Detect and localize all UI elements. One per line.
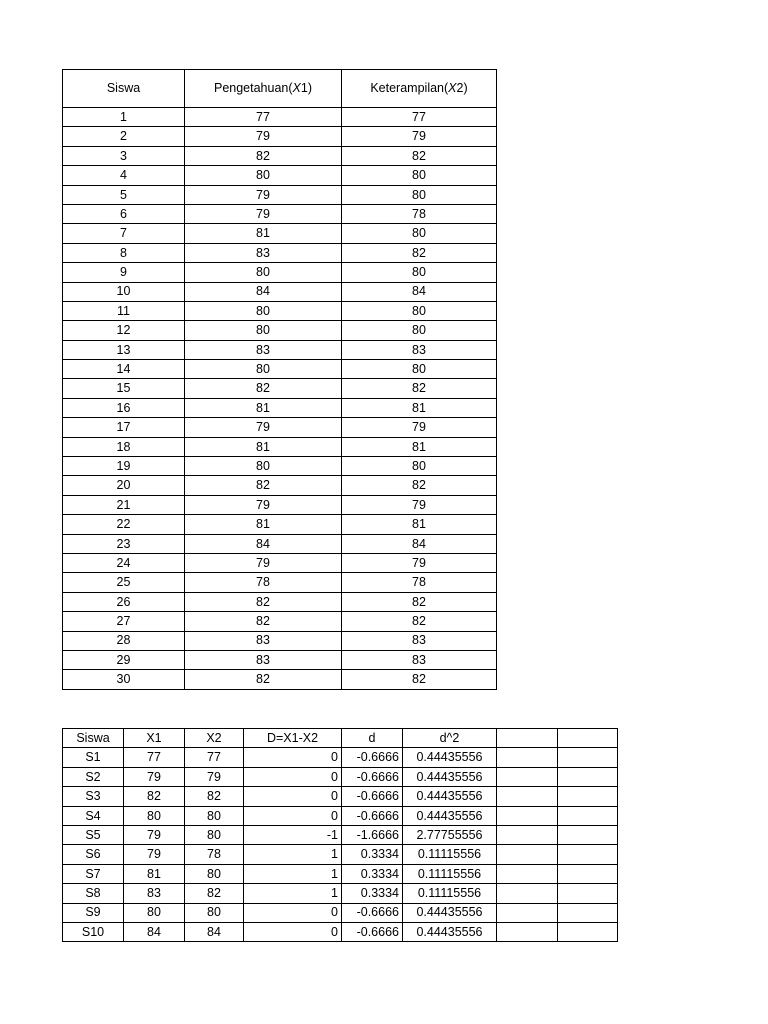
table-row — [63, 146, 497, 165]
cell-keterampilan[interactable]: 83 — [342, 631, 497, 650]
cell-siswa[interactable]: 15 — [63, 379, 185, 398]
cell-pengetahuan[interactable]: 78 — [185, 573, 342, 592]
cell-empty-2[interactable] — [558, 922, 618, 941]
cell-keterampilan[interactable]: 83 — [342, 340, 497, 359]
cell-siswa[interactable]: 25 — [63, 573, 185, 592]
header-empty-1[interactable] — [497, 729, 558, 748]
cell-keterampilan[interactable]: 79 — [342, 418, 497, 437]
cell-d[interactable]: -0.6666 — [342, 922, 403, 941]
table-row — [63, 592, 497, 611]
cell-empty-1[interactable] — [497, 767, 558, 786]
table-row — [63, 457, 497, 476]
cell-siswa[interactable]: 6 — [63, 204, 185, 223]
cell-d-squared[interactable]: 0.11115556 — [403, 845, 497, 864]
cell-keterampilan[interactable]: 79 — [342, 495, 497, 514]
header-keterampilan-prefix: Keterampilan( — [370, 81, 449, 96]
cell-d-squared[interactable]: 0.44435556 — [403, 806, 497, 825]
cell-keterampilan[interactable]: 78 — [342, 573, 497, 592]
cell-d[interactable]: 0.3334 — [342, 864, 403, 883]
header-empty-2[interactable] — [558, 729, 618, 748]
cell-siswa[interactable]: 28 — [63, 631, 185, 650]
cell-siswa[interactable]: S6 — [63, 845, 124, 864]
header-pengetahuan-prefix: Pengetahuan( — [213, 81, 293, 96]
cell-pengetahuan[interactable]: 79 — [185, 418, 342, 437]
cell-keterampilan[interactable]: 83 — [342, 650, 497, 669]
table-row — [63, 806, 618, 825]
table-row — [63, 631, 497, 650]
cell-siswa[interactable]: 20 — [63, 476, 185, 495]
cell-siswa[interactable]: 23 — [63, 534, 185, 553]
cell-siswa[interactable]: 17 — [63, 418, 185, 437]
cell-siswa[interactable]: 11 — [63, 301, 185, 320]
table-header-row — [63, 70, 497, 108]
cell-empty-1[interactable] — [497, 806, 558, 825]
table-row — [63, 398, 497, 417]
table-row — [63, 476, 497, 495]
header-d-squared[interactable]: d^2 — [403, 729, 497, 748]
cell-keterampilan[interactable]: 80 — [342, 224, 497, 243]
cell-siswa[interactable]: 10 — [63, 282, 185, 301]
cell-x2[interactable]: 79 — [185, 767, 244, 786]
cell-keterampilan[interactable]: 82 — [342, 612, 497, 631]
table-row — [63, 282, 497, 301]
cell-x2[interactable]: 80 — [185, 825, 244, 844]
cell-difference[interactable]: 1 — [244, 884, 342, 903]
cell-siswa[interactable]: S4 — [63, 806, 124, 825]
cell-keterampilan[interactable]: 79 — [342, 127, 497, 146]
table-row — [63, 612, 497, 631]
cell-d[interactable]: -0.6666 — [342, 903, 403, 922]
cell-x1[interactable]: 84 — [124, 922, 185, 941]
header-pengetahuan[interactable] — [185, 70, 342, 108]
cell-d-squared[interactable]: 0.44435556 — [403, 787, 497, 806]
cell-siswa[interactable]: 29 — [63, 650, 185, 669]
cell-pengetahuan[interactable]: 80 — [185, 321, 342, 340]
cell-siswa[interactable]: 7 — [63, 224, 185, 243]
table-row — [63, 301, 497, 320]
cell-keterampilan[interactable]: 81 — [342, 515, 497, 534]
student-scores-table — [62, 69, 497, 690]
cell-x2[interactable]: 80 — [185, 903, 244, 922]
cell-d[interactable]: 0.3334 — [342, 884, 403, 903]
table-row — [63, 495, 497, 514]
cell-pengetahuan[interactable]: 79 — [185, 185, 342, 204]
cell-keterampilan[interactable]: 82 — [342, 146, 497, 165]
header-d-x1-x2[interactable]: D=X1-X2 — [244, 729, 342, 748]
cell-keterampilan[interactable]: 81 — [342, 398, 497, 417]
header-pengetahuan-suffix: 1) — [300, 81, 312, 96]
cell-siswa[interactable]: 8 — [63, 243, 185, 262]
cell-d[interactable]: 0.3334 — [342, 845, 403, 864]
cell-x1[interactable]: 80 — [124, 806, 185, 825]
cell-d-squared[interactable]: 0.11115556 — [403, 884, 497, 903]
table-row — [63, 825, 618, 844]
table-row — [63, 321, 497, 340]
cell-d[interactable]: -0.6666 — [342, 806, 403, 825]
table-row — [63, 534, 497, 553]
cell-pengetahuan[interactable]: 82 — [185, 670, 342, 689]
table-row — [63, 379, 497, 398]
header-siswa[interactable]: Siswa — [63, 729, 124, 748]
cell-pengetahuan[interactable]: 82 — [185, 476, 342, 495]
cell-x1[interactable]: 79 — [124, 845, 185, 864]
cell-siswa[interactable]: S1 — [63, 748, 124, 767]
cell-keterampilan[interactable]: 82 — [342, 476, 497, 495]
table-row — [63, 418, 497, 437]
cell-x1[interactable]: 83 — [124, 884, 185, 903]
cell-d[interactable]: -0.6666 — [342, 748, 403, 767]
cell-keterampilan[interactable]: 82 — [342, 243, 497, 262]
cell-siswa[interactable]: S8 — [63, 884, 124, 903]
cell-difference[interactable]: 0 — [244, 903, 342, 922]
cell-pengetahuan[interactable]: 83 — [185, 243, 342, 262]
cell-empty-1[interactable] — [497, 884, 558, 903]
header-x2[interactable]: X2 — [185, 729, 244, 748]
cell-empty-1[interactable] — [497, 748, 558, 767]
header-x1[interactable]: X1 — [124, 729, 185, 748]
cell-x1[interactable]: 77 — [124, 748, 185, 767]
cell-d-squared[interactable]: 0.44435556 — [403, 748, 497, 767]
cell-pengetahuan[interactable]: 81 — [185, 398, 342, 417]
cell-difference[interactable]: 0 — [244, 767, 342, 786]
cell-pengetahuan[interactable]: 83 — [185, 631, 342, 650]
cell-pengetahuan[interactable]: 81 — [185, 437, 342, 456]
cell-siswa[interactable]: 1 — [63, 108, 185, 127]
cell-pengetahuan[interactable]: 84 — [185, 282, 342, 301]
table-row — [63, 573, 497, 592]
cell-x1[interactable]: 80 — [124, 903, 185, 922]
cell-pengetahuan[interactable]: 79 — [185, 204, 342, 223]
cell-difference[interactable]: 0 — [244, 806, 342, 825]
cell-d-squared[interactable]: 0.44435556 — [403, 903, 497, 922]
cell-siswa[interactable]: 26 — [63, 592, 185, 611]
cell-x1[interactable]: 79 — [124, 825, 185, 844]
cell-difference[interactable]: -1 — [244, 825, 342, 844]
cell-d-squared[interactable]: 0.44435556 — [403, 922, 497, 941]
difference-table — [62, 728, 618, 942]
cell-keterampilan[interactable]: 78 — [342, 204, 497, 223]
student-scores-body — [63, 108, 497, 690]
table-row — [63, 185, 497, 204]
table-row — [63, 748, 618, 767]
cell-pengetahuan[interactable]: 77 — [185, 108, 342, 127]
cell-empty-2[interactable] — [558, 884, 618, 903]
cell-pengetahuan[interactable]: 80 — [185, 263, 342, 282]
header-pengetahuan-var: X — [292, 81, 301, 96]
table-row — [63, 650, 497, 669]
table-row — [63, 204, 497, 223]
table-row — [63, 903, 618, 922]
cell-x2[interactable]: 84 — [185, 922, 244, 941]
cell-empty-1[interactable] — [497, 787, 558, 806]
cell-keterampilan[interactable]: 82 — [342, 379, 497, 398]
cell-keterampilan[interactable]: 84 — [342, 534, 497, 553]
cell-keterampilan[interactable]: 80 — [342, 166, 497, 185]
cell-empty-2[interactable] — [558, 767, 618, 786]
table-row — [63, 127, 497, 146]
header-keterampilan-var: X — [448, 81, 457, 96]
cell-empty-2[interactable] — [558, 748, 618, 767]
cell-siswa[interactable]: S10 — [63, 922, 124, 941]
cell-keterampilan[interactable]: 80 — [342, 185, 497, 204]
cell-siswa[interactable]: 13 — [63, 340, 185, 359]
cell-difference[interactable]: 0 — [244, 922, 342, 941]
cell-empty-1[interactable] — [497, 922, 558, 941]
cell-pengetahuan[interactable]: 82 — [185, 146, 342, 165]
cell-keterampilan[interactable]: 84 — [342, 282, 497, 301]
table-row — [63, 263, 497, 282]
cell-siswa[interactable]: 27 — [63, 612, 185, 631]
cell-x1[interactable]: 79 — [124, 767, 185, 786]
table-row — [63, 864, 618, 883]
header-keterampilan-suffix: 2) — [456, 81, 468, 96]
cell-difference[interactable]: 1 — [244, 864, 342, 883]
table-row — [63, 884, 618, 903]
cell-x2[interactable]: 78 — [185, 845, 244, 864]
difference-table-body — [63, 748, 618, 942]
cell-siswa[interactable]: 3 — [63, 146, 185, 165]
cell-pengetahuan[interactable]: 84 — [185, 534, 342, 553]
header-keterampilan[interactable] — [342, 70, 497, 108]
cell-d[interactable]: -0.6666 — [342, 787, 403, 806]
cell-empty-2[interactable] — [558, 864, 618, 883]
cell-x2[interactable]: 80 — [185, 864, 244, 883]
cell-x2[interactable]: 82 — [185, 884, 244, 903]
cell-siswa[interactable]: 24 — [63, 553, 185, 572]
table-row — [63, 340, 497, 359]
cell-keterampilan[interactable]: 82 — [342, 670, 497, 689]
cell-keterampilan[interactable]: 80 — [342, 321, 497, 340]
table-row — [63, 243, 497, 262]
cell-empty-1[interactable] — [497, 864, 558, 883]
cell-empty-1[interactable] — [497, 903, 558, 922]
table-row — [63, 670, 497, 689]
cell-pengetahuan[interactable]: 82 — [185, 612, 342, 631]
cell-pengetahuan[interactable]: 80 — [185, 301, 342, 320]
cell-d-squared[interactable]: 0.44435556 — [403, 767, 497, 786]
cell-d[interactable]: -1.6666 — [342, 825, 403, 844]
cell-d[interactable]: -0.6666 — [342, 767, 403, 786]
cell-siswa[interactable]: S2 — [63, 767, 124, 786]
table-row — [63, 108, 497, 127]
cell-siswa[interactable]: 18 — [63, 437, 185, 456]
cell-pengetahuan[interactable]: 80 — [185, 457, 342, 476]
cell-siswa[interactable]: S3 — [63, 787, 124, 806]
cell-pengetahuan[interactable]: 79 — [185, 495, 342, 514]
cell-empty-1[interactable] — [497, 845, 558, 864]
cell-siswa[interactable]: 5 — [63, 185, 185, 204]
table-row — [63, 553, 497, 572]
table-row — [63, 224, 497, 243]
cell-x1[interactable]: 81 — [124, 864, 185, 883]
cell-siswa[interactable]: S5 — [63, 825, 124, 844]
cell-x2[interactable]: 82 — [185, 787, 244, 806]
table-row — [63, 767, 618, 786]
cell-pengetahuan[interactable]: 79 — [185, 553, 342, 572]
cell-keterampilan[interactable]: 80 — [342, 263, 497, 282]
header-d[interactable]: d — [342, 729, 403, 748]
cell-d-squared[interactable]: 0.11115556 — [403, 864, 497, 883]
cell-pengetahuan[interactable]: 81 — [185, 515, 342, 534]
table-header-row — [63, 729, 618, 748]
cell-keterampilan[interactable]: 81 — [342, 437, 497, 456]
cell-d-squared[interactable]: 2.77755556 — [403, 825, 497, 844]
cell-siswa[interactable]: 12 — [63, 321, 185, 340]
cell-x2[interactable]: 80 — [185, 806, 244, 825]
cell-difference[interactable]: 0 — [244, 748, 342, 767]
cell-empty-2[interactable] — [558, 787, 618, 806]
cell-keterampilan[interactable]: 80 — [342, 457, 497, 476]
table-row — [63, 922, 618, 941]
cell-keterampilan[interactable]: 80 — [342, 301, 497, 320]
table-row — [63, 845, 618, 864]
cell-keterampilan[interactable]: 79 — [342, 553, 497, 572]
table-row — [63, 515, 497, 534]
cell-x1[interactable]: 82 — [124, 787, 185, 806]
cell-empty-2[interactable] — [558, 806, 618, 825]
cell-siswa[interactable]: 30 — [63, 670, 185, 689]
cell-keterampilan[interactable]: 77 — [342, 108, 497, 127]
cell-empty-1[interactable] — [497, 825, 558, 844]
cell-pengetahuan[interactable]: 82 — [185, 592, 342, 611]
cell-siswa[interactable]: 19 — [63, 457, 185, 476]
cell-siswa[interactable]: 9 — [63, 263, 185, 282]
table-row — [63, 787, 618, 806]
cell-siswa[interactable]: S9 — [63, 903, 124, 922]
cell-pengetahuan[interactable]: 82 — [185, 379, 342, 398]
cell-pengetahuan[interactable]: 81 — [185, 224, 342, 243]
table-row — [63, 166, 497, 185]
cell-pengetahuan[interactable]: 80 — [185, 166, 342, 185]
cell-difference[interactable]: 0 — [244, 787, 342, 806]
cell-siswa[interactable]: 4 — [63, 166, 185, 185]
cell-difference[interactable]: 1 — [244, 845, 342, 864]
table-row — [63, 437, 497, 456]
cell-empty-2[interactable] — [558, 825, 618, 844]
cell-x2[interactable]: 77 — [185, 748, 244, 767]
cell-siswa[interactable]: 14 — [63, 360, 185, 379]
cell-pengetahuan[interactable]: 83 — [185, 340, 342, 359]
cell-keterampilan[interactable]: 82 — [342, 592, 497, 611]
cell-keterampilan[interactable]: 80 — [342, 360, 497, 379]
table-row — [63, 360, 497, 379]
cell-pengetahuan[interactable]: 83 — [185, 650, 342, 669]
cell-empty-2[interactable] — [558, 903, 618, 922]
cell-siswa[interactable]: 22 — [63, 515, 185, 534]
header-siswa[interactable]: Siswa — [63, 70, 185, 108]
cell-pengetahuan[interactable]: 80 — [185, 360, 342, 379]
cell-siswa[interactable]: S7 — [63, 864, 124, 883]
cell-siswa[interactable]: 2 — [63, 127, 185, 146]
cell-siswa[interactable]: 21 — [63, 495, 185, 514]
cell-siswa[interactable]: 16 — [63, 398, 185, 417]
cell-empty-2[interactable] — [558, 845, 618, 864]
cell-pengetahuan[interactable]: 79 — [185, 127, 342, 146]
